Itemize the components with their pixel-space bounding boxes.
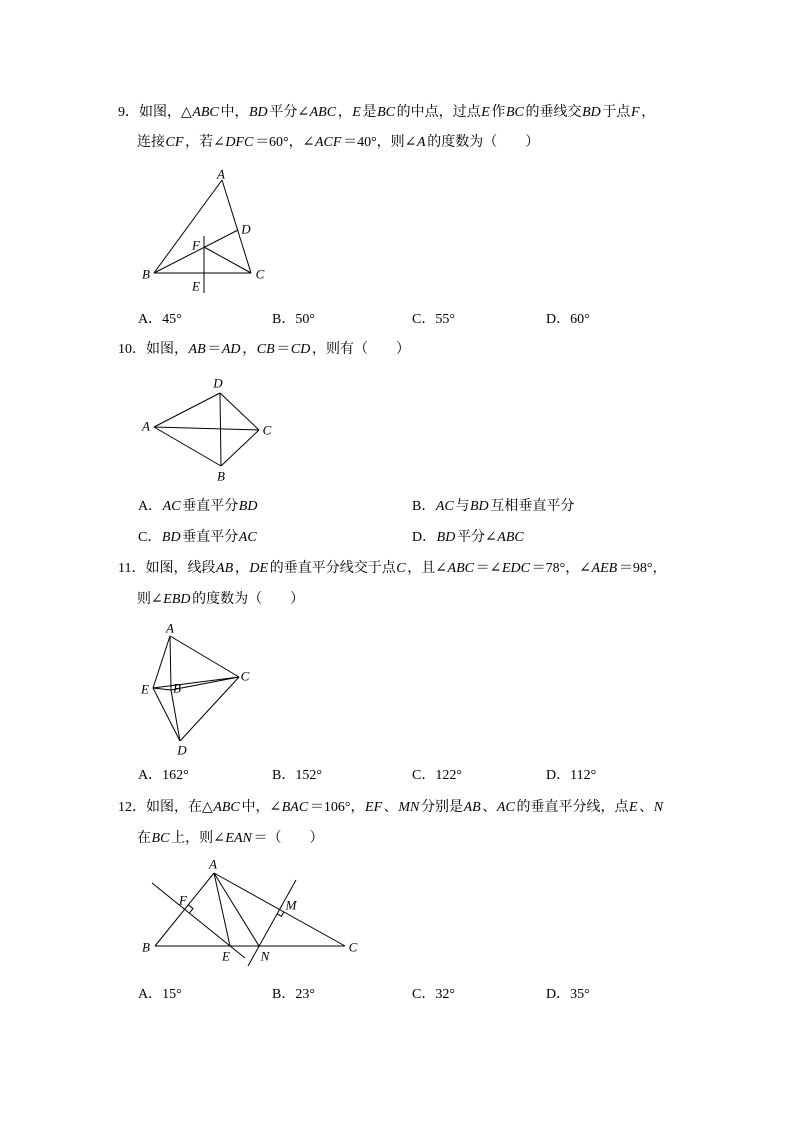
- math-letters: N: [653, 800, 664, 815]
- math-letters: ABC: [309, 105, 337, 120]
- label-b: B: [142, 266, 150, 282]
- math-letters: EF: [365, 800, 383, 815]
- math-letters: ABC: [213, 800, 240, 815]
- math-letters: BAC: [281, 800, 309, 815]
- math-letters: AC: [496, 800, 515, 815]
- q10-option-a: A．AC 垂直平分BD: [138, 499, 258, 514]
- math-letters: CB: [256, 342, 275, 357]
- math-letters: EBD: [163, 592, 191, 607]
- q11-text-line-1: 11．如图，线段AB ，DE 的垂直平分线交于点C ，且∠ABC ＝∠EDC ＝78°，∠AEB ＝98°，: [118, 561, 667, 576]
- math-letters: BD: [582, 105, 601, 120]
- q11-figure: [135, 618, 260, 758]
- label-d: D: [213, 375, 223, 391]
- q9-text-line-2: 连接CF ，若∠DFC ＝60°，∠ACF ＝40°，则∠A 的度数为（ ）: [137, 135, 540, 150]
- segment-db: [220, 393, 221, 466]
- segment-ab: [154, 180, 222, 273]
- math-letters: DFC: [225, 135, 254, 150]
- math-letters: CD: [290, 342, 311, 357]
- math-letters: BD: [238, 499, 258, 514]
- math-letters: F: [630, 105, 640, 120]
- math-letters: BC: [377, 105, 395, 120]
- math-letters: AEB: [591, 561, 618, 576]
- math-letters: E: [629, 800, 638, 815]
- q11-option-b: B．152°: [272, 768, 322, 783]
- math-letters: EAN: [225, 831, 252, 846]
- segment-dc: [220, 393, 259, 430]
- q11-option-d: D．112°: [546, 768, 597, 783]
- math-letters: ACF: [314, 135, 342, 150]
- math-letters: ABC: [192, 105, 219, 120]
- segment-ae: [153, 636, 170, 688]
- label-c: C: [348, 939, 358, 955]
- math-letters: C: [396, 561, 406, 576]
- math-letters: CF: [165, 135, 184, 150]
- q9-option-a: A．45°: [138, 312, 182, 327]
- bisector-line-ef: [152, 883, 245, 958]
- label-m: M: [285, 897, 297, 913]
- q9-option-b: B．50°: [272, 312, 315, 327]
- label-b: B: [217, 468, 225, 484]
- q12-option-d: D．35°: [546, 987, 590, 1002]
- math-letters: EDC: [501, 561, 530, 576]
- segment-ed: [153, 688, 180, 741]
- segment-bd: [171, 690, 180, 741]
- math-letters: AB: [216, 561, 234, 576]
- q10-option-b: B．AC 与BD 互相垂直平分: [412, 499, 575, 514]
- q9-option-c: C．55°: [412, 312, 455, 327]
- math-letters: BD: [436, 530, 456, 545]
- label-f: F: [179, 892, 187, 908]
- math-letters: BD: [161, 530, 181, 545]
- label-a: A: [142, 418, 150, 434]
- segment-ac: [170, 636, 239, 677]
- math-letters: BD: [249, 105, 268, 120]
- math-letters: AC: [162, 499, 181, 514]
- segment-ab: [170, 636, 171, 690]
- math-letters: E: [481, 105, 490, 120]
- q9-text-line-1: 9．如图，△ABC 中，BD 平分∠ABC ，E 是BC 的中点，过点E 作BC 的垂线交BD 于点F ，: [118, 105, 656, 120]
- bisector-line-mn: [248, 880, 296, 966]
- segment-ba: [154, 427, 221, 466]
- label-c: C: [262, 422, 272, 438]
- segment-ac: [154, 427, 259, 430]
- label-a: A: [217, 166, 225, 182]
- label-e: E: [141, 681, 149, 697]
- label-e: E: [192, 278, 200, 294]
- q12-text-line-1: 12．如图，在△ABC 中，∠BAC ＝106°，EF 、MN 分别是AB 、AC 的垂直平分线，点E 、N: [118, 800, 664, 815]
- segment-ad: [154, 393, 220, 427]
- label-c: C: [240, 668, 250, 684]
- label-a: A: [166, 620, 174, 636]
- math-letters: BD: [470, 499, 489, 514]
- segment-cb: [221, 430, 259, 466]
- math-letters: AB: [188, 342, 206, 357]
- segment-eb: [153, 688, 171, 690]
- math-letters: ABC: [447, 561, 474, 576]
- math-letters: A: [416, 135, 426, 150]
- math-letters: DE: [249, 561, 269, 576]
- q12-option-a: A．15°: [138, 987, 182, 1002]
- label-e: E: [222, 948, 230, 964]
- q12-figure: [135, 855, 365, 975]
- q9-figure: [130, 160, 280, 300]
- math-letters: E: [352, 105, 361, 120]
- label-a: A: [209, 856, 217, 872]
- segment-an: [214, 873, 259, 946]
- q11-option-c: C．122°: [412, 768, 462, 783]
- math-letters: MN: [398, 800, 420, 815]
- q10-text-line-1: 10．如图，AB ＝AD ，CB ＝CD ，则有（ ）: [118, 342, 410, 357]
- label-n: N: [260, 948, 270, 964]
- math-letters: AD: [221, 342, 241, 357]
- math-letters: BC: [505, 105, 524, 120]
- math-letters: ABC: [497, 530, 524, 545]
- label-c: C: [255, 266, 265, 282]
- label-b: B: [142, 939, 150, 955]
- math-letters: AB: [463, 800, 481, 815]
- q11-option-a: A．162°: [138, 768, 189, 783]
- segment-ec: [153, 677, 239, 688]
- q12-option-b: B．23°: [272, 987, 315, 1002]
- math-letters: AC: [435, 499, 454, 514]
- q12-text-line-2: 在BC 上，则∠EAN ＝（ ）: [137, 831, 324, 846]
- q10-option-c: C．BD 垂直平分AC: [138, 530, 257, 545]
- label-d: D: [177, 742, 187, 758]
- math-letters: BC: [151, 831, 170, 846]
- label-f: F: [192, 237, 200, 253]
- q9-option-d: D．60°: [546, 312, 590, 327]
- q12-option-c: C．32°: [412, 987, 455, 1002]
- q10-figure: [135, 372, 285, 485]
- math-letters: AC: [238, 530, 257, 545]
- label-b: B: [173, 680, 181, 696]
- right-angle-mark-f: [188, 905, 193, 914]
- q11-text-line-2: 则∠EBD 的度数为（ ）: [137, 592, 305, 607]
- q10-option-d: D．BD 平分∠ABC: [412, 530, 524, 545]
- label-d: D: [241, 221, 251, 237]
